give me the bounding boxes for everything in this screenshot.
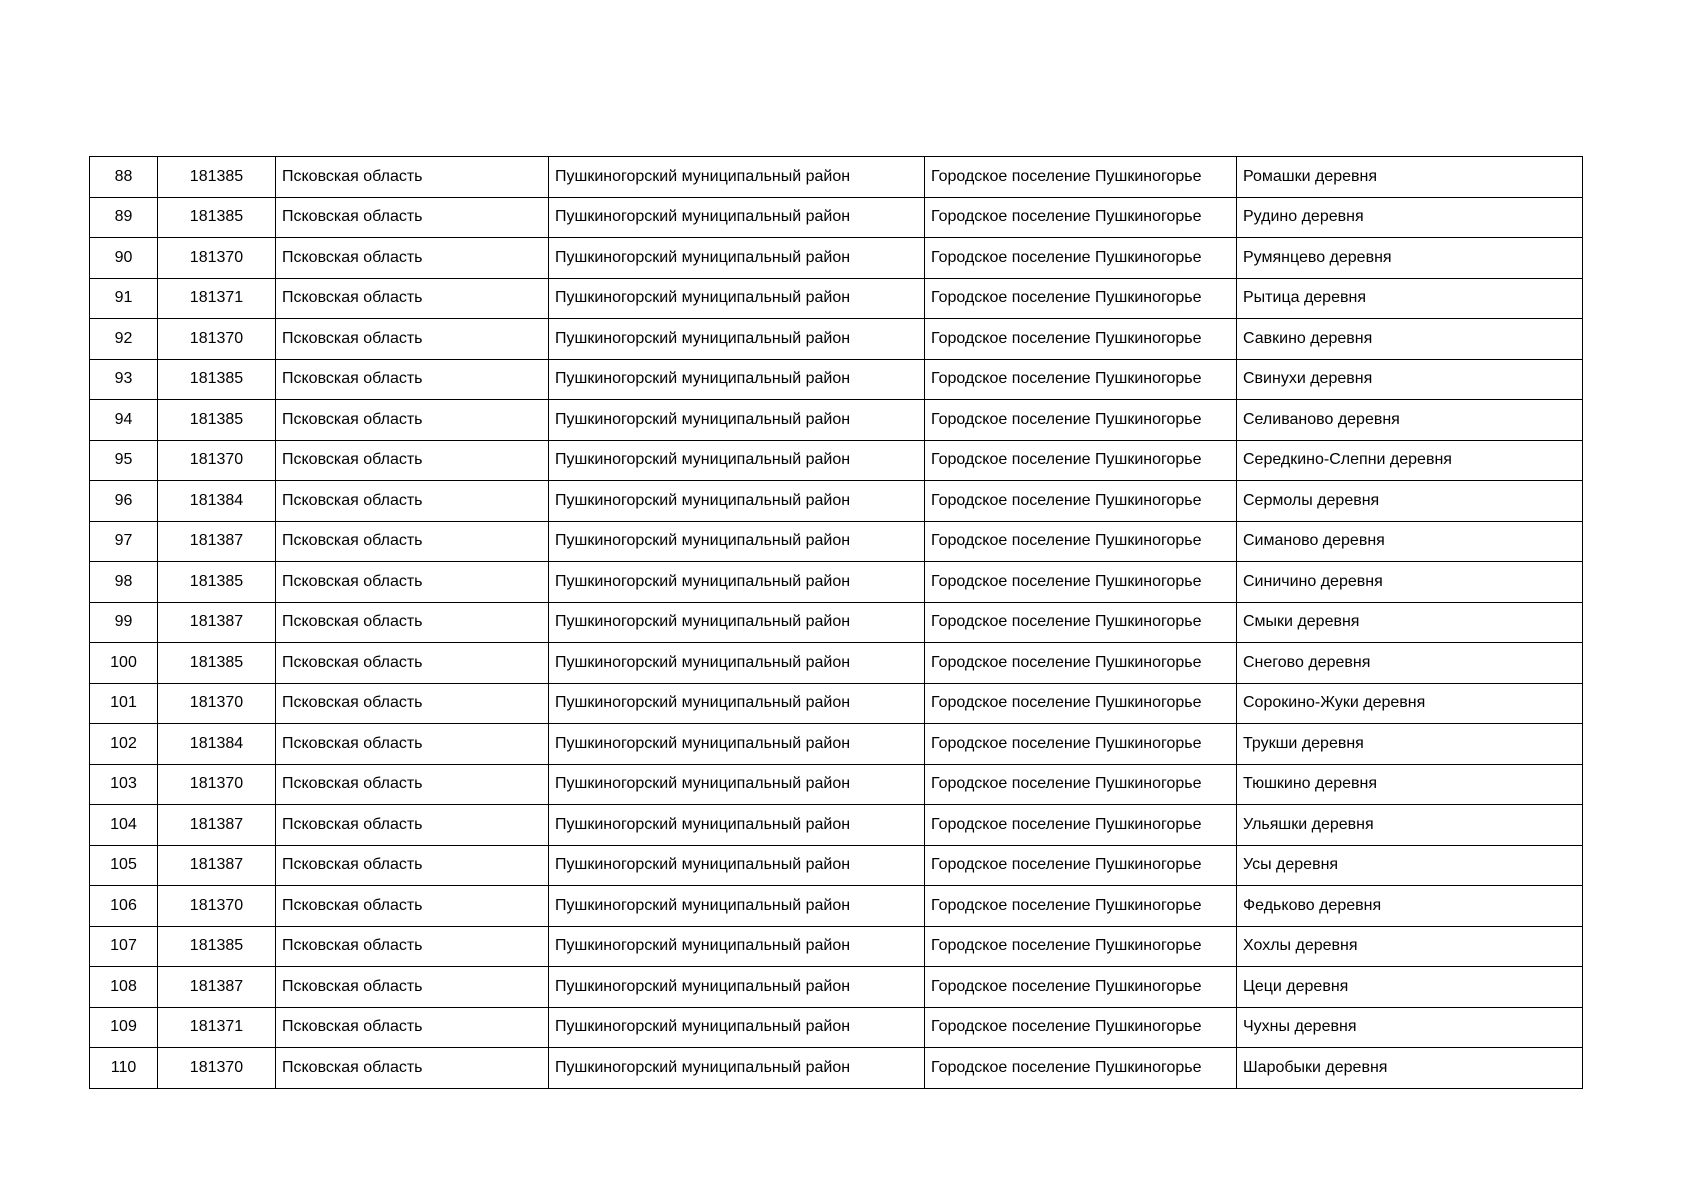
postal-code-cell: 181387 bbox=[158, 967, 276, 1008]
table-row bbox=[90, 157, 1583, 198]
locality-cell: Середкино-Слепни деревня bbox=[1237, 440, 1583, 481]
postal-code-cell: 181385 bbox=[158, 400, 276, 441]
locality-cell: Рытица деревня bbox=[1237, 278, 1583, 319]
table-row bbox=[90, 683, 1583, 724]
table-row bbox=[90, 359, 1583, 400]
postal-code-cell: 181370 bbox=[158, 764, 276, 805]
table-row bbox=[90, 764, 1583, 805]
region-cell: Псковская область bbox=[276, 521, 549, 562]
row-number-cell: 100 bbox=[90, 643, 158, 684]
region-cell: Псковская область bbox=[276, 602, 549, 643]
region-cell: Псковская область bbox=[276, 764, 549, 805]
settlement-cell: Городское поселение Пушкиногорье bbox=[925, 400, 1237, 441]
postal-code-cell: 181384 bbox=[158, 724, 276, 765]
table-row bbox=[90, 319, 1583, 360]
locality-cell: Ромашки деревня bbox=[1237, 157, 1583, 198]
settlement-cell: Городское поселение Пушкиногорье bbox=[925, 926, 1237, 967]
row-number-cell: 92 bbox=[90, 319, 158, 360]
postal-code-cell: 181384 bbox=[158, 481, 276, 522]
region-cell: Псковская область bbox=[276, 1048, 549, 1089]
locality-cell: Тюшкино деревня bbox=[1237, 764, 1583, 805]
row-number-cell: 99 bbox=[90, 602, 158, 643]
district-cell: Пушкиногорский муниципальный район bbox=[549, 319, 925, 360]
district-cell: Пушкиногорский муниципальный район bbox=[549, 359, 925, 400]
table-row bbox=[90, 440, 1583, 481]
region-cell: Псковская область bbox=[276, 238, 549, 279]
table-row bbox=[90, 400, 1583, 441]
postal-code-cell: 181387 bbox=[158, 845, 276, 886]
region-cell: Псковская область bbox=[276, 319, 549, 360]
district-cell: Пушкиногорский муниципальный район bbox=[549, 481, 925, 522]
row-number-cell: 95 bbox=[90, 440, 158, 481]
settlement-cell: Городское поселение Пушкиногорье bbox=[925, 440, 1237, 481]
row-number-cell: 103 bbox=[90, 764, 158, 805]
row-number-cell: 97 bbox=[90, 521, 158, 562]
table-row bbox=[90, 886, 1583, 927]
settlement-cell: Городское поселение Пушкиногорье bbox=[925, 1048, 1237, 1089]
locality-cell: Румянцево деревня bbox=[1237, 238, 1583, 279]
region-cell: Псковская область bbox=[276, 886, 549, 927]
district-cell: Пушкиногорский муниципальный район bbox=[549, 400, 925, 441]
region-cell: Псковская область bbox=[276, 1007, 549, 1048]
settlement-cell: Городское поселение Пушкиногорье bbox=[925, 157, 1237, 198]
table-row bbox=[90, 1007, 1583, 1048]
postal-code-cell: 181370 bbox=[158, 440, 276, 481]
settlements-table bbox=[89, 156, 1583, 1089]
row-number-cell: 94 bbox=[90, 400, 158, 441]
settlement-cell: Городское поселение Пушкиногорье bbox=[925, 724, 1237, 765]
region-cell: Псковская область bbox=[276, 643, 549, 684]
region-cell: Псковская область bbox=[276, 157, 549, 198]
locality-cell: Смыки деревня bbox=[1237, 602, 1583, 643]
table-row bbox=[90, 643, 1583, 684]
region-cell: Псковская область bbox=[276, 278, 549, 319]
table-row bbox=[90, 278, 1583, 319]
row-number-cell: 89 bbox=[90, 197, 158, 238]
district-cell: Пушкиногорский муниципальный район bbox=[549, 886, 925, 927]
settlement-cell: Городское поселение Пушкиногорье bbox=[925, 643, 1237, 684]
district-cell: Пушкиногорский муниципальный район bbox=[549, 724, 925, 765]
district-cell: Пушкиногорский муниципальный район bbox=[549, 805, 925, 846]
row-number-cell: 98 bbox=[90, 562, 158, 603]
locality-cell: Свинухи деревня bbox=[1237, 359, 1583, 400]
row-number-cell: 110 bbox=[90, 1048, 158, 1089]
district-cell: Пушкиногорский муниципальный район bbox=[549, 926, 925, 967]
settlement-cell: Городское поселение Пушкиногорье bbox=[925, 278, 1237, 319]
row-number-cell: 101 bbox=[90, 683, 158, 724]
settlement-cell: Городское поселение Пушкиногорье bbox=[925, 238, 1237, 279]
settlement-cell: Городское поселение Пушкиногорье bbox=[925, 967, 1237, 1008]
postal-code-cell: 181370 bbox=[158, 683, 276, 724]
table-row bbox=[90, 562, 1583, 603]
row-number-cell: 109 bbox=[90, 1007, 158, 1048]
postal-code-cell: 181370 bbox=[158, 1048, 276, 1089]
table-row bbox=[90, 238, 1583, 279]
locality-cell: Хохлы деревня bbox=[1237, 926, 1583, 967]
postal-code-cell: 181387 bbox=[158, 602, 276, 643]
locality-cell: Федьково деревня bbox=[1237, 886, 1583, 927]
postal-code-cell: 181370 bbox=[158, 886, 276, 927]
settlement-cell: Городское поселение Пушкиногорье bbox=[925, 602, 1237, 643]
table-row bbox=[90, 602, 1583, 643]
settlement-cell: Городское поселение Пушкиногорье bbox=[925, 562, 1237, 603]
row-number-cell: 93 bbox=[90, 359, 158, 400]
region-cell: Псковская область bbox=[276, 197, 549, 238]
locality-cell: Цеци деревня bbox=[1237, 967, 1583, 1008]
settlement-cell: Городское поселение Пушкиногорье bbox=[925, 1007, 1237, 1048]
table-row bbox=[90, 805, 1583, 846]
locality-cell: Трукши деревня bbox=[1237, 724, 1583, 765]
row-number-cell: 108 bbox=[90, 967, 158, 1008]
region-cell: Псковская область bbox=[276, 805, 549, 846]
locality-cell: Шаробыки деревня bbox=[1237, 1048, 1583, 1089]
district-cell: Пушкиногорский муниципальный район bbox=[549, 440, 925, 481]
postal-code-cell: 181385 bbox=[158, 562, 276, 603]
locality-cell: Снегово деревня bbox=[1237, 643, 1583, 684]
district-cell: Пушкиногорский муниципальный район bbox=[549, 562, 925, 603]
district-cell: Пушкиногорский муниципальный район bbox=[549, 238, 925, 279]
region-cell: Псковская область bbox=[276, 481, 549, 522]
region-cell: Псковская область bbox=[276, 845, 549, 886]
row-number-cell: 107 bbox=[90, 926, 158, 967]
region-cell: Псковская область bbox=[276, 683, 549, 724]
settlement-cell: Городское поселение Пушкиногорье bbox=[925, 359, 1237, 400]
settlement-cell: Городское поселение Пушкиногорье bbox=[925, 319, 1237, 360]
locality-cell: Симаново деревня bbox=[1237, 521, 1583, 562]
postal-code-cell: 181387 bbox=[158, 805, 276, 846]
table-row bbox=[90, 967, 1583, 1008]
locality-cell: Усы деревня bbox=[1237, 845, 1583, 886]
district-cell: Пушкиногорский муниципальный район bbox=[549, 157, 925, 198]
district-cell: Пушкиногорский муниципальный район bbox=[549, 278, 925, 319]
district-cell: Пушкиногорский муниципальный район bbox=[549, 1048, 925, 1089]
settlement-cell: Городское поселение Пушкиногорье bbox=[925, 481, 1237, 522]
postal-code-cell: 181371 bbox=[158, 278, 276, 319]
postal-code-cell: 181387 bbox=[158, 521, 276, 562]
locality-cell: Чухны деревня bbox=[1237, 1007, 1583, 1048]
row-number-cell: 96 bbox=[90, 481, 158, 522]
district-cell: Пушкиногорский муниципальный район bbox=[549, 1007, 925, 1048]
district-cell: Пушкиногорский муниципальный район bbox=[549, 967, 925, 1008]
locality-cell: Синичино деревня bbox=[1237, 562, 1583, 603]
region-cell: Псковская область bbox=[276, 400, 549, 441]
row-number-cell: 102 bbox=[90, 724, 158, 765]
row-number-cell: 91 bbox=[90, 278, 158, 319]
district-cell: Пушкиногорский муниципальный район bbox=[549, 602, 925, 643]
postal-code-cell: 181370 bbox=[158, 238, 276, 279]
district-cell: Пушкиногорский муниципальный район bbox=[549, 845, 925, 886]
region-cell: Псковская область bbox=[276, 926, 549, 967]
row-number-cell: 105 bbox=[90, 845, 158, 886]
region-cell: Псковская область bbox=[276, 967, 549, 1008]
table-row bbox=[90, 724, 1583, 765]
settlement-cell: Городское поселение Пушкиногорье bbox=[925, 683, 1237, 724]
postal-code-cell: 181370 bbox=[158, 319, 276, 360]
postal-code-cell: 181385 bbox=[158, 359, 276, 400]
region-cell: Псковская область bbox=[276, 562, 549, 603]
row-number-cell: 88 bbox=[90, 157, 158, 198]
settlement-cell: Городское поселение Пушкиногорье bbox=[925, 886, 1237, 927]
settlement-cell: Городское поселение Пушкиногорье bbox=[925, 197, 1237, 238]
table-row bbox=[90, 481, 1583, 522]
district-cell: Пушкиногорский муниципальный район bbox=[549, 764, 925, 805]
region-cell: Псковская область bbox=[276, 440, 549, 481]
district-cell: Пушкиногорский муниципальный район bbox=[549, 197, 925, 238]
locality-cell: Савкино деревня bbox=[1237, 319, 1583, 360]
table-row bbox=[90, 926, 1583, 967]
district-cell: Пушкиногорский муниципальный район bbox=[549, 643, 925, 684]
row-number-cell: 106 bbox=[90, 886, 158, 927]
locality-cell: Рудино деревня bbox=[1237, 197, 1583, 238]
locality-cell: Сермолы деревня bbox=[1237, 481, 1583, 522]
settlement-cell: Городское поселение Пушкиногорье bbox=[925, 805, 1237, 846]
table-row bbox=[90, 521, 1583, 562]
settlement-cell: Городское поселение Пушкиногорье bbox=[925, 845, 1237, 886]
table-row bbox=[90, 1048, 1583, 1089]
region-cell: Псковская область bbox=[276, 724, 549, 765]
district-cell: Пушкиногорский муниципальный район bbox=[549, 683, 925, 724]
postal-code-cell: 181385 bbox=[158, 157, 276, 198]
table-body bbox=[90, 157, 1583, 1089]
postal-code-cell: 181385 bbox=[158, 643, 276, 684]
region-cell: Псковская область bbox=[276, 359, 549, 400]
settlement-cell: Городское поселение Пушкиногорье bbox=[925, 521, 1237, 562]
table-row bbox=[90, 197, 1583, 238]
locality-cell: Селиваново деревня bbox=[1237, 400, 1583, 441]
locality-cell: Ульяшки деревня bbox=[1237, 805, 1583, 846]
row-number-cell: 90 bbox=[90, 238, 158, 279]
district-cell: Пушкиногорский муниципальный район bbox=[549, 521, 925, 562]
row-number-cell: 104 bbox=[90, 805, 158, 846]
settlement-cell: Городское поселение Пушкиногорье bbox=[925, 764, 1237, 805]
postal-code-cell: 181371 bbox=[158, 1007, 276, 1048]
postal-code-cell: 181385 bbox=[158, 197, 276, 238]
locality-cell: Сорокино-Жуки деревня bbox=[1237, 683, 1583, 724]
table-row bbox=[90, 845, 1583, 886]
postal-code-cell: 181385 bbox=[158, 926, 276, 967]
